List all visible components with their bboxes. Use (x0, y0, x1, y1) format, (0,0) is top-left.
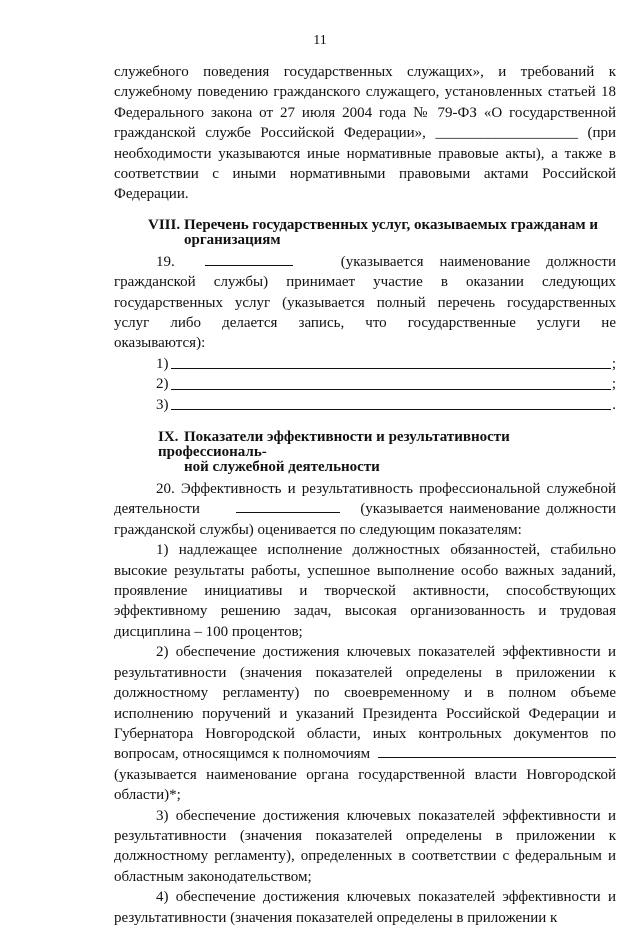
section-8-number: VIII. (148, 216, 181, 233)
section-8-title-line2: организациям (184, 231, 281, 248)
section-9-heading (114, 430, 616, 475)
indicator-2-paragraph (114, 642, 616, 805)
position-blank-field (205, 253, 293, 266)
section-8-title-line1: Перечень государственных услуг, оказываемых гражданам и (184, 216, 599, 233)
document-body (114, 62, 616, 928)
section-8-heading (114, 218, 616, 248)
list-item-label: 2) (156, 376, 169, 393)
list-item-end: ; (611, 376, 616, 393)
item-20-end: (указывается наименование должности гражданской службы) оценивается по следующим показателям: (114, 501, 617, 538)
services-list-item-3 (114, 395, 616, 415)
services-list-item-2 (114, 374, 616, 394)
list-item-label: 1) (156, 355, 169, 372)
indicator-4-paragraph: 4) обеспечение достижения ключевых показателей эффективности и результативности (значения показателей определены в приложении к (114, 889, 616, 926)
section-9-title-line1: Показатели эффективности и результативности профессиональ- (158, 429, 510, 461)
list-item-end: . (612, 396, 616, 413)
item-19-text: (указывается наименование должности гражданской службы) принимает участие в оказании следующих государственных услуг (указывается полный перечень государственных услуг либо делается запись, что государственные услуги не оказываются): (114, 253, 617, 352)
indicator-2-text: 2) обеспечение достижения ключевых показателей эффективности и результативности (значения показателей определены в приложении к должностному регламенту) по своевременному и в полном объеме исполнению поручений и указаний Президента Российской Федерации и Губернатора Новгородской области, иных контрольных документов по вопросам, относящимся к полномочиям (114, 644, 616, 763)
item-19-number: 19. (156, 253, 175, 270)
indicator-2-tail: (указывается наименование органа государственной власти Новгородской области)*; (114, 766, 616, 804)
item-19-paragraph (114, 252, 616, 354)
section-9-number: IX. (158, 429, 179, 446)
section-9-title-line2: ной служебной деятельности (184, 459, 380, 476)
page-number: 11 (313, 33, 327, 48)
fill-in-line (171, 409, 612, 410)
list-item-label: 3) (156, 396, 169, 413)
item-20-paragraph (114, 479, 616, 540)
indicator-3-paragraph: 3) обеспечение достижения ключевых показателей эффективности и результативности (значения показателей определены в приложении к должностному регламенту), определенных в соответствии с федеральным и областным законодательством; (114, 807, 616, 885)
intro-paragraph: служебного поведения государственных служащих», и требований к служебному поведению гражданского служащего, установленных статьей 18 Федерального закона от 27 июля 2004 года № 79-ФЗ «О государственной гражданской службе Российской Федерации», ___________________ (при необходимости указываются иные нормативные правовые акты), а также в соответствии с иными нормативными правовыми актами Российской Федерации. (114, 64, 616, 203)
fill-in-line (171, 389, 611, 390)
position-blank-field (236, 500, 340, 513)
list-item-end: ; (611, 355, 616, 372)
fill-in-line (171, 368, 611, 369)
services-list-item-1 (114, 354, 616, 374)
indicator-1-paragraph: 1) надлежащее исполнение должностных обязанностей, стабильно высокие результаты работы, успешное выполнение особо важных заданий, проявление инициативы и творческой активности, способствующих эффективному решению задач, высокая организованность и трудовая дисциплина – 100 процентов; (114, 542, 616, 640)
authority-blank-field (378, 745, 616, 758)
item-20-start: 20. Эффективность и результативность профессиональной служебной деятельности (114, 481, 616, 518)
